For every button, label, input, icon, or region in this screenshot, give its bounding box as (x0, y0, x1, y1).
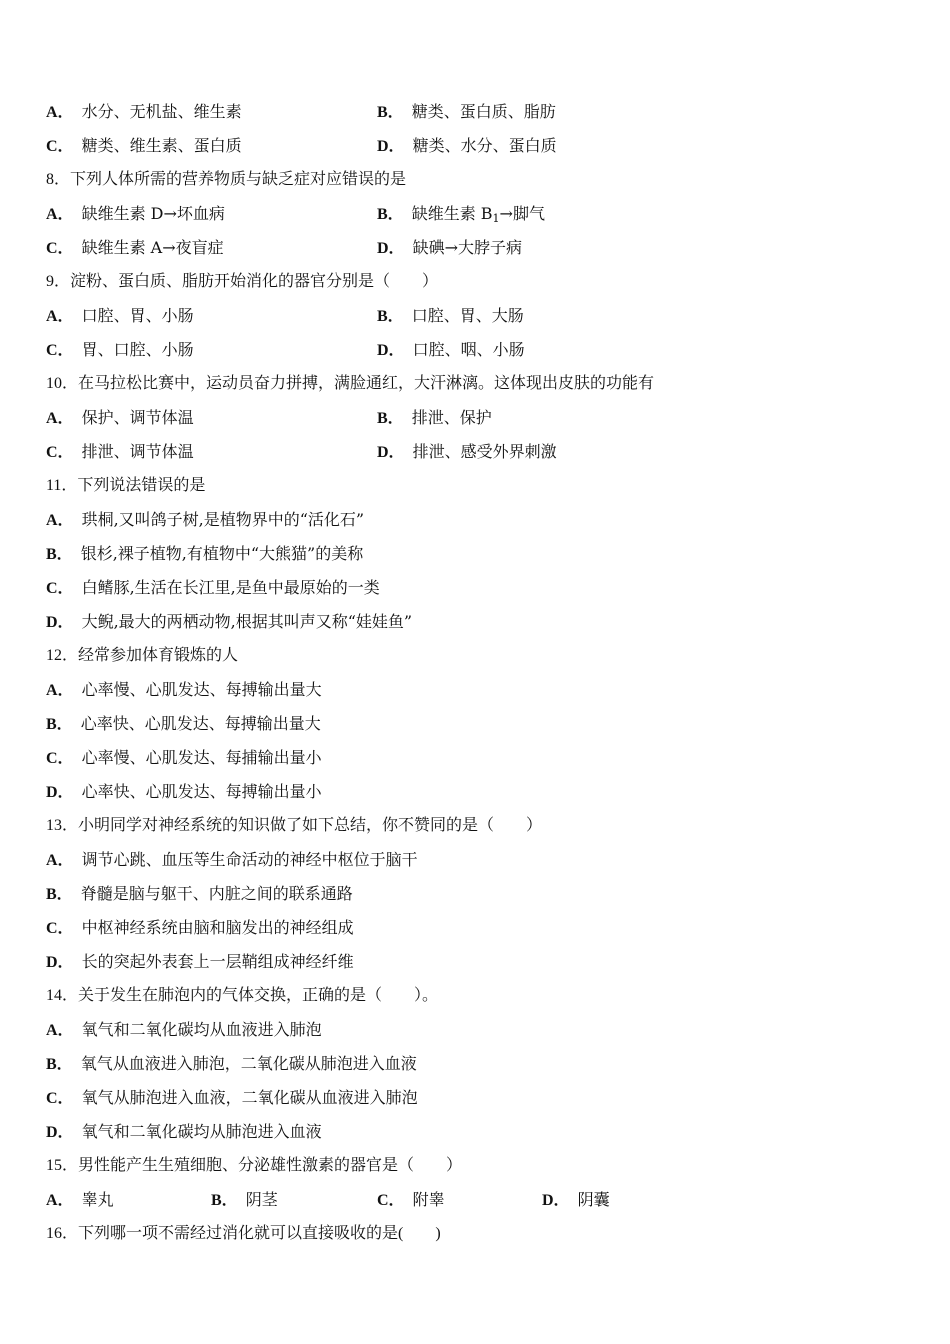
q15-stem: 15．男性能产生生殖细胞、分泌雄性激素的器官是（ ） (46, 1157, 463, 1174)
q12-stem: 12．经常参加体育锻炼的人 (46, 647, 239, 664)
q13-option-b: B． 脊髓是脑与躯干、内脏之间的联系通路 (46, 884, 353, 903)
q11-option-c: C． 白鳍豚,生活在长江里,是鱼中最原始的一类 (46, 578, 380, 597)
q10-option-a: A． 保护、调节体温 (46, 408, 194, 427)
q12-option-b: B． 心率快、心肌发达、每搏输出量大 (46, 714, 321, 733)
q13-stem: 13．小明同学对神经系统的知识做了如下总结，你不赞同的是（ ） (46, 817, 543, 834)
q14-stem: 14．关于发生在肺泡内的气体交换，正确的是（ ）。 (46, 987, 439, 1004)
q7-option-d: D． 糖类、水分、蛋白质 (377, 136, 557, 155)
q11-option-a: A． 珙桐,又叫鸽子树,是植物界中的“活化石” (46, 510, 365, 529)
q10-stem: 10．在马拉松比赛中，运动员奋力拼搏，满脸通红，大汗淋漓。这体现出皮肤的功能有 (46, 375, 655, 392)
q13-option-a: A． 调节心跳、血压等生命活动的神经中枢位于脑干 (46, 850, 418, 869)
q13-option-d: D． 长的突起外表套上一层鞘组成神经纤维 (46, 952, 354, 971)
q9-option-b: B． 口腔、胃、大肠 (377, 306, 524, 325)
q7-option-c: C． 糖类、维生素、蛋白质 (46, 136, 242, 155)
q14-option-c: C． 氧气从肺泡进入血液，二氧化碳从血液进入肺泡 (46, 1088, 418, 1107)
q11-option-d: D． 大鲵,最大的两栖动物,根据其叫声又称“娃娃鱼” (46, 612, 413, 631)
q8-stem: 8．下列人体所需的营养物质与缺乏症对应错误的是 (46, 171, 407, 188)
q14-option-a: A． 氧气和二氧化碳均从血液进入肺泡 (46, 1020, 322, 1039)
q14-option-b: B． 氧气从血液进入肺泡，二氧化碳从肺泡进入血液 (46, 1054, 417, 1073)
q8-option-d: D． 缺碘→大脖子病 (377, 238, 522, 257)
q16-stem: 16．下列哪一项不需经过消化就可以直接吸收的是( ) (46, 1225, 441, 1242)
q12-option-d: D． 心率快、心肌发达、每搏输出量小 (46, 782, 322, 801)
q10-option-c: C． 排泄、调节体温 (46, 442, 194, 461)
q12-option-c: C． 心率慢、心肌发达、每捕输出量小 (46, 748, 322, 767)
q9-option-c: C． 胃、口腔、小肠 (46, 340, 194, 359)
q8-option-b: B． 缺维生素 $B_1\to$脚气 (377, 204, 545, 225)
q12-option-a: A． 心率慢、心肌发达、每搏输出量大 (46, 680, 322, 699)
q14-option-d: D． 氧气和二氧化碳均从肺泡进入血液 (46, 1122, 322, 1141)
q15-option-d: D． 阴囊 (542, 1190, 610, 1209)
subscript: 1 (492, 212, 500, 225)
q10-option-d: D． 排泄、感受外界刺激 (377, 442, 557, 461)
q15-option-c: C． 附睾 (377, 1190, 445, 1209)
q9-option-d: D． 口腔、咽、小肠 (377, 340, 525, 359)
q7-option-b: B． 糖类、蛋白质、脂肪 (377, 102, 556, 121)
q9-stem: 9．淀粉、蛋白质、脂肪开始消化的器官分别是（ ） (46, 273, 439, 290)
q10-option-b: B． 排泄、保护 (377, 408, 492, 427)
q15-option-a: A． 睾丸 (46, 1190, 114, 1209)
q11-stem: 11．下列说法错误的是 (46, 477, 206, 494)
q7-option-a: A． 水分、无机盐、维生素 (46, 102, 242, 121)
q8-option-c: C． 缺维生素 A→夜盲症 (46, 238, 224, 257)
q9-option-a: A． 口腔、胃、小肠 (46, 306, 194, 325)
q8-option-a: A． 缺维生素 D→坏血病 (46, 204, 225, 223)
q15-option-b: B． 阴茎 (211, 1190, 278, 1209)
q11-option-b: B． 银杉,裸子植物,有植物中“大熊猫”的美称 (46, 544, 364, 563)
q13-option-c: C． 中枢神经系统由脑和脑发出的神经组成 (46, 918, 354, 937)
